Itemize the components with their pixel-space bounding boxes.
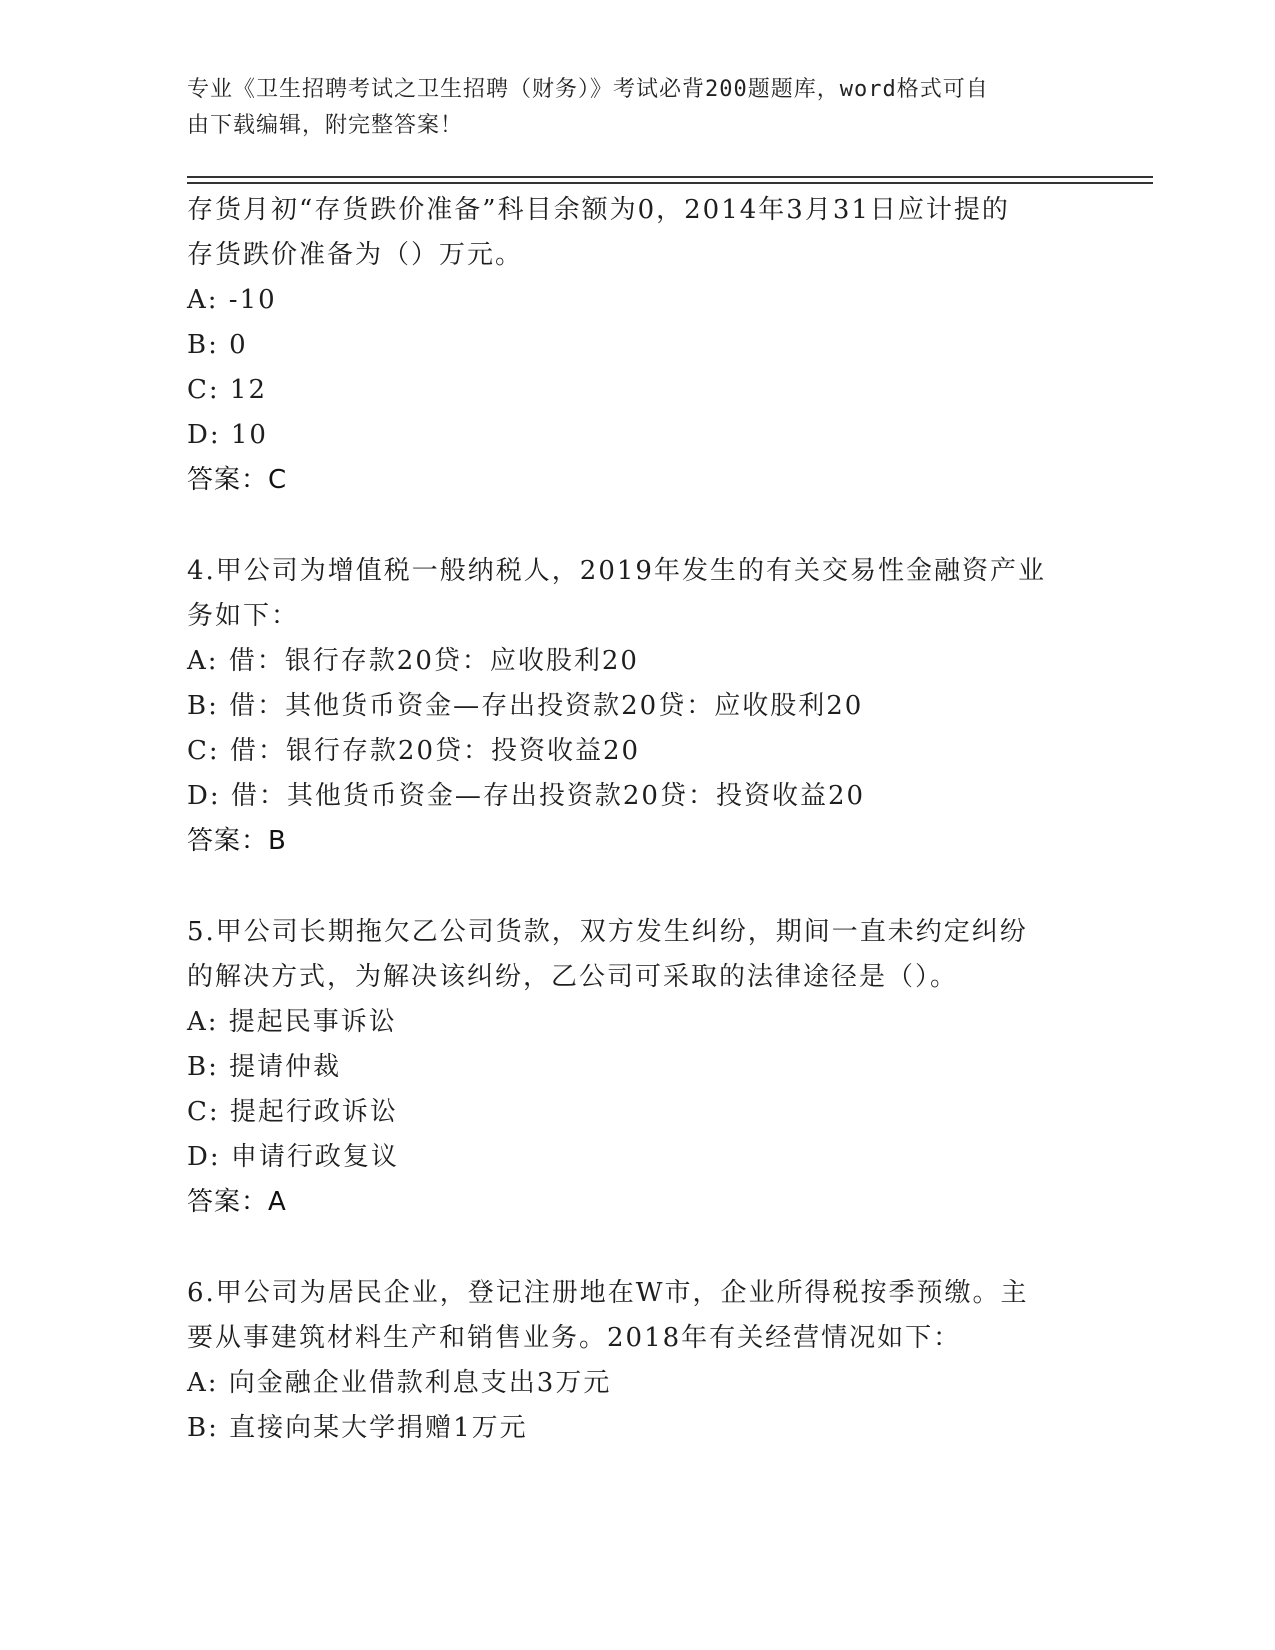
stem-line: 5.甲公司长期拖欠乙公司货款，双方发生纠纷，期间一直未约定纠纷: [187, 917, 1028, 947]
question-block: [187, 1271, 1087, 1451]
stem-line: 的解决方式，为解决该纠纷，乙公司可采取的法律途径是（）。: [187, 962, 959, 992]
option-b: B: 提请仲裁: [187, 1052, 342, 1082]
stem-line: 4.甲公司为增值税一般纳税人，2019年发生的有关交易性金融资产业: [187, 556, 1046, 586]
stem-line: 要从事建筑材料生产和销售业务。2018年有关经营情况如下：: [187, 1323, 962, 1353]
option-d: D: 申请行政复议: [187, 1142, 399, 1172]
option-b: B: 0: [187, 330, 248, 360]
stem-line: 存货月初“存货跌价准备”科目余额为0，2014年3月31日应计提的: [187, 195, 1010, 225]
option-a: A: 向金融企业借款利息支出3万元: [187, 1368, 612, 1398]
option-c: C: 12: [187, 375, 268, 405]
header-divider-top: [187, 176, 1153, 178]
question-stem: [187, 188, 1087, 278]
option-d: D: 借：其他货币资金—存出投资款20贷：投资收益20: [187, 781, 866, 811]
option-a: A: -10: [187, 285, 277, 315]
header-line-2: 由下载编辑，附完整答案！: [187, 113, 464, 138]
option-c: C: 借：银行存款20贷：投资收益20: [187, 736, 641, 766]
option-a: A: 提起民事诉讼: [187, 1007, 397, 1037]
question-stem: [187, 549, 1087, 639]
answer-line: 答案：C: [187, 465, 288, 495]
option-b: B: 借：其他货币资金—存出投资款20贷：应收股利20: [187, 691, 864, 721]
question-block: [187, 188, 1087, 503]
answer-line: 答案：B: [187, 826, 287, 856]
option-c: C: 提起行政诉讼: [187, 1097, 398, 1127]
question-block: [187, 910, 1087, 1225]
question-block: [187, 549, 1087, 864]
option-d: D: 10: [187, 420, 268, 450]
question-list: [187, 188, 1087, 1451]
header-divider-bottom: [187, 182, 1153, 184]
option-b: B: 直接向某大学捐赠1万元: [187, 1413, 528, 1443]
question-stem: [187, 1271, 1087, 1361]
stem-line: 6.甲公司为居民企业，登记注册地在W市，企业所得税按季预缴。主: [187, 1278, 1029, 1308]
answer-line: 答案：A: [187, 1187, 287, 1217]
option-a: A: 借：银行存款20贷：应收股利20: [187, 646, 639, 676]
stem-line: 务如下：: [187, 601, 300, 631]
question-stem: [187, 910, 1087, 1000]
stem-line: 存货跌价准备为（）万元。: [187, 240, 524, 270]
header-line-1: 专业《卫生招聘考试之卫生招聘（财务）》考试必背200题题库，word格式可自: [187, 77, 989, 102]
document-header: [187, 72, 1077, 144]
